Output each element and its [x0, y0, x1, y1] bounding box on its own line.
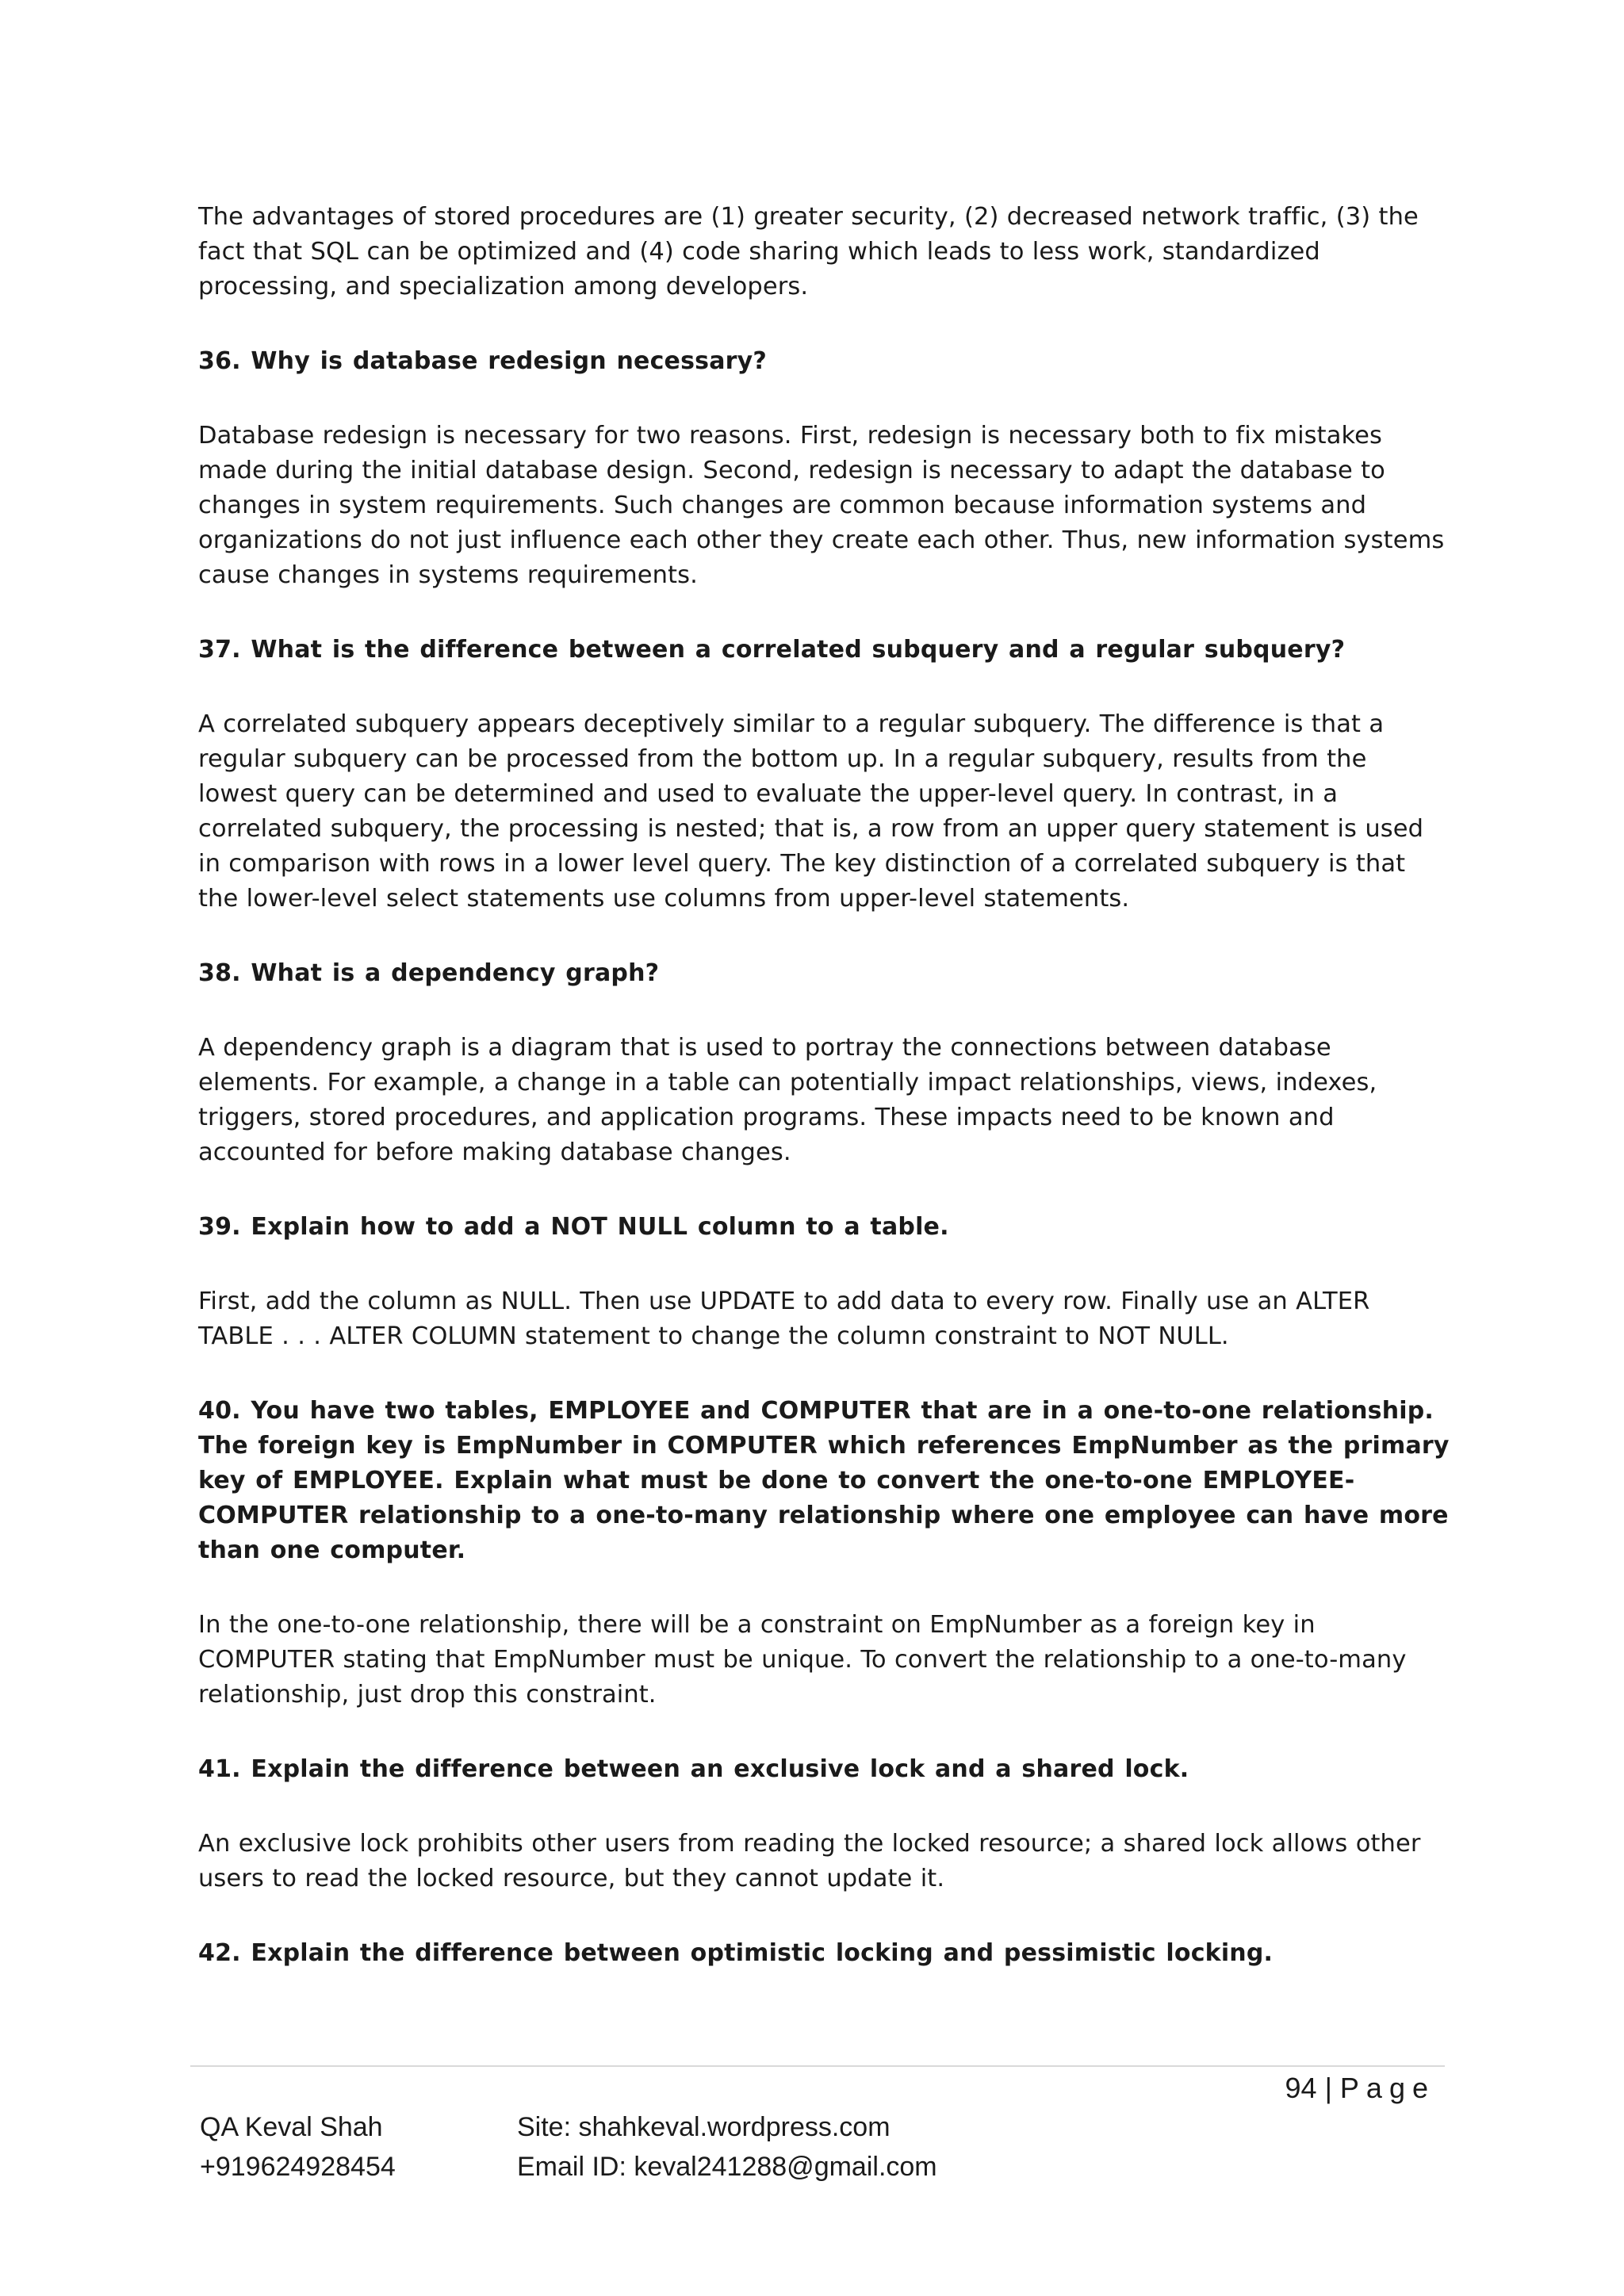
answer-37-paragraph: A correlated subquery appears deceptively similar to a regular subquery. The difference is that a regular subquery can be processed from the bottom up. In a regular subquery, results from the lowest query can be determined and used to evaluate the upper-level query. In contrast, in a correlated subquery, the processing is nested; that is, a row from an upper query statement is used in comparison with rows in a lower level query. The key distinction of a correlated subquery is that the lower-level select statements use columns from upper-level statements. — [198, 710, 1424, 913]
question-41-heading: 41. Explain the difference between an exclusive lock and a shared lock. — [198, 1755, 1189, 1783]
footer-phone: +919624928454 — [200, 2152, 396, 2182]
question-38-heading: 38. What is a dependency graph? — [198, 959, 660, 987]
answer-38-paragraph: A dependency graph is a diagram that is used to portray the connections between database elements. For example, a change in a table can potentially impact relationships, views, indexes, triggers, stored procedures, and application programs. These impacts need to be known and accounted for before making database changes. — [198, 1034, 1377, 1166]
page-number-word: Page — [1339, 2072, 1435, 2104]
footer-author-name: QA Keval Shah — [200, 2112, 383, 2142]
footer-divider — [190, 2065, 1445, 2067]
page-number-value: 94 — [1285, 2072, 1317, 2104]
question-37-heading: 37. What is the difference between a correlated subquery and a regular subquery? — [198, 636, 1346, 664]
answer-41-paragraph: An exclusive lock prohibits other users from reading the locked resource; a shared lock allows other users to read the locked resource, but they cannot update it. — [198, 1830, 1421, 1892]
footer-email: Email ID: keval241288@gmail.com — [517, 2152, 937, 2182]
footer-author-block — [200, 2107, 396, 2187]
page-number-separator: | — [1324, 2072, 1332, 2104]
question-42-heading: 42. Explain the difference between optimistic locking and pessimistic locking. — [198, 1939, 1274, 1967]
paragraph-stored-procedures-advantages: The advantages of stored procedures are (1) greater security, (2) decreased network traffic, (3) the fact that SQL can be optimized and (4) code sharing which leads to less work, standardized processing, and specialization among developers. — [198, 203, 1419, 300]
answer-40-paragraph: In the one-to-one relationship, there will be a constraint on EmpNumber as a foreign key in COMPUTER stating that EmpNumber must be unique. To convert the relationship to a one-to-many relationship, just drop this constraint. — [198, 1611, 1407, 1709]
question-39-heading: 39. Explain how to add a NOT NULL column to a table. — [198, 1213, 949, 1241]
document-body — [198, 200, 1451, 2011]
footer-site: Site: shahkeval.wordpress.com — [517, 2112, 891, 2142]
question-36-heading: 36. Why is database redesign necessary? — [198, 347, 768, 375]
question-40-heading: 40. You have two tables, EMPLOYEE and COMPUTER that are in a one-to-one relationship. The foreign key is EmpNumber in COMPUTER which references EmpNumber as the primary key of EMPLOYEE. Explain what must be done to convert the one-to-one EMPLOYEE-COMPUTER relationship to a one-to-many relationship where one employee can have more than one computer. — [198, 1397, 1450, 1564]
answer-36-paragraph: Database redesign is necessary for two reasons. First, redesign is necessary both to fix mistakes made during the initial database design. Second, redesign is necessary to adapt the database to changes in system requirements. Such changes are common because information systems and organizations do not just influence each other they create each other. Thus, new information systems cause changes in systems requirements. — [198, 422, 1445, 589]
footer-contact-block — [517, 2107, 937, 2187]
answer-39-paragraph: First, add the column as NULL. Then use UPDATE to add data to every row. Finally use an ALTER TABLE . . . ALTER COLUMN statement to change the column constraint to NOT NULL. — [198, 1288, 1370, 1350]
page-number — [1285, 2071, 1435, 2106]
